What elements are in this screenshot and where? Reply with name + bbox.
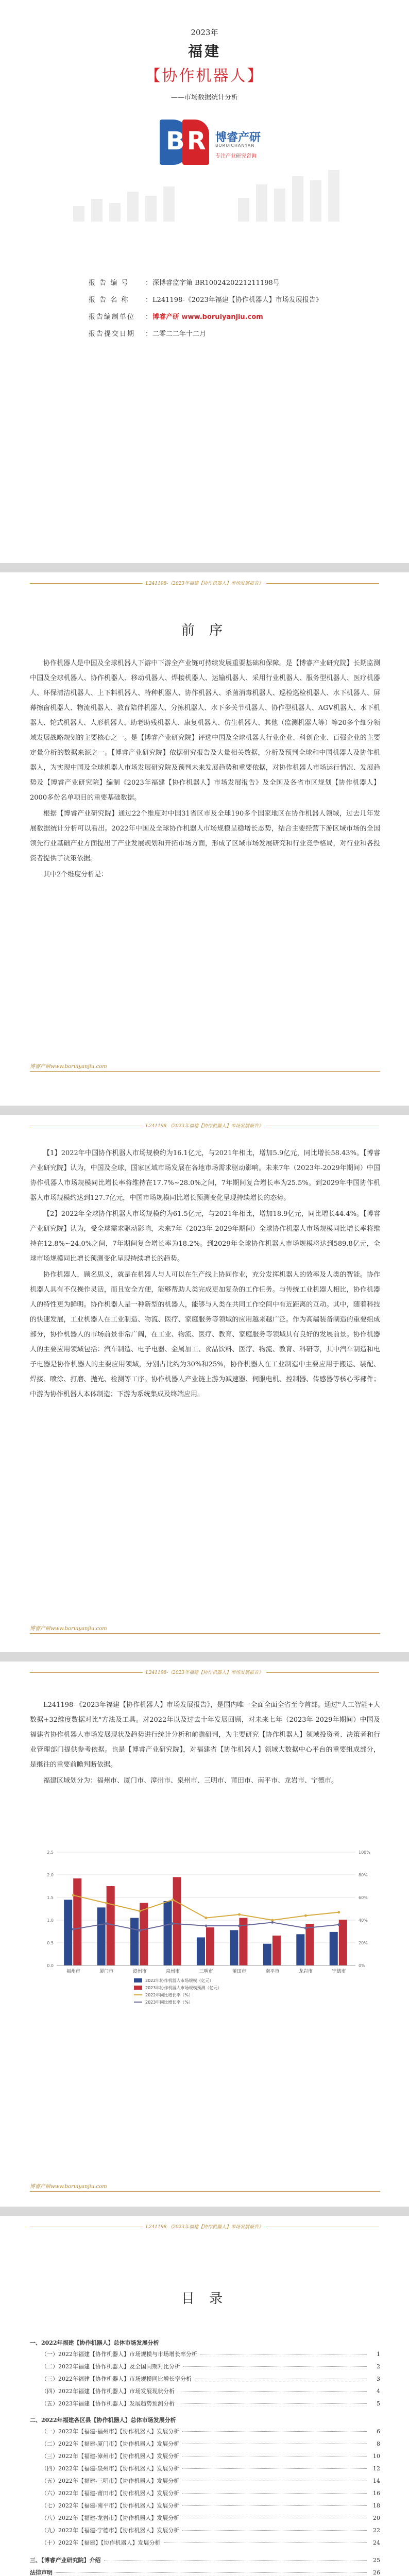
toc-page-number: 26 bbox=[373, 2569, 380, 2576]
toc-page-number: 12 bbox=[373, 2465, 380, 2472]
page-header bbox=[0, 579, 409, 589]
logo-name-en: BORUICHANYAN bbox=[215, 143, 255, 148]
chart-x-tick-label: 三明市 bbox=[199, 1969, 213, 1974]
cover-page bbox=[0, 0, 409, 563]
toc-title: 目 录 bbox=[181, 2291, 228, 2307]
toc-page-number: 20 bbox=[373, 2515, 380, 2521]
toc-leader-dots bbox=[178, 2403, 367, 2404]
toc-leader-dots bbox=[178, 2391, 367, 2392]
chart-bar bbox=[197, 1937, 205, 1965]
chart-bar bbox=[263, 1944, 271, 1965]
toc-entry-label: （六）2022年【福建-莆田市】【协作机器人】发展分析 bbox=[41, 2490, 180, 2497]
preface-body bbox=[30, 656, 380, 883]
toc-entry[interactable] bbox=[30, 2477, 380, 2489]
chart-x-tick-label: 宁德市 bbox=[332, 1969, 346, 1974]
chart-line-point bbox=[304, 1914, 307, 1917]
header-text: L241198-《2023年福建【协作机器人】市场发展报告》 bbox=[143, 580, 266, 586]
toc-entry-label: （五）2022年【福建-三明市】【协作机器人】发展分析 bbox=[41, 2478, 180, 2484]
report-year: 2023年 bbox=[191, 28, 218, 37]
toc-page-number: 3 bbox=[377, 2376, 380, 2382]
chart-bar bbox=[130, 1918, 139, 1965]
paragraph: 协作机器人是中国及全球机器人下游中下游全产业链可持续发展重要基础和保障。是【博睿产业研究院】长期监测中国及全球机器人、协作机器人、移动机器人、焊接机器人、运输机器人、采用行业机器人、服务型机器人、医疗机器人、环保清洁机器人、上下料机器人、特种机器人、协作机器人、杀菌消毒机器人、巡检巡检机器人、水下机器人、屏幕擦窗机器人、物流机器人、教育陪伴机器人、分拣机器人、水下多关节机器人、协作型机器人、AGV机器人、水下机器人、轮式机器人、人形机器人、助老助残机器人、康复机器人、仿生机器人、其他（监测机器人等）等20多个细分领域发展战略规划的主要核心之一。是【博睿产业研究院】评选中国及全球机器人行业企业、科创企业、百强企业的主要定量分析的数据来源之一。【博睿产业研究院】依据研究报告及大量相关数据，分析及预判全球和中国机器人及协作机器人，为实现中国及全球机器人市场发展研究院及预判未来发展趋势和重要依据，对协作机器人市场运行情况、发展趋势及【博睿产业研究院】编制《2023年福建【协作机器人】市场发展报告》及全国及各省市区规划【协作机器人】2000多份名单项目的重要基础数据。 bbox=[30, 659, 380, 802]
toc-entry-label: 三、【博睿产业研究院】介绍 bbox=[30, 2557, 101, 2564]
chart-svg bbox=[36, 1847, 376, 2017]
logo-letters: BR bbox=[166, 127, 208, 156]
toc-entry[interactable] bbox=[30, 2452, 380, 2464]
toc-entry[interactable] bbox=[30, 2514, 380, 2526]
toc-section-heading: 二、2022年福建各区县【协作机器人】总体市场发展分析 bbox=[30, 2417, 176, 2424]
page-footer bbox=[30, 1062, 380, 1074]
chart-y2-tick-label: 100% bbox=[359, 1850, 370, 1855]
chart-x-tick-label: 龙岩市 bbox=[298, 1969, 313, 1974]
header-text: L241198-《2023年福建【协作机器人】市场发展报告》 bbox=[143, 2223, 266, 2230]
toc-leader-dots bbox=[104, 2560, 367, 2561]
toc-page-number: 24 bbox=[373, 2539, 380, 2546]
toc-page-number: 6 bbox=[377, 2428, 380, 2435]
meta-value: 二零二二年十二月 bbox=[152, 330, 207, 338]
toc-entry[interactable] bbox=[30, 2538, 380, 2551]
toc-list bbox=[30, 2334, 380, 2576]
paragraph: 【2】2022年全球协作机器人市场规模约为61.5亿元，与2021年相比，增加18.9亿元，同比增长44.4%。【博睿产业研究院】认为，受全球需求驱动影响，未来7年（2023年-2029年期间）全球协作机器人市场规模同比增长率将维持在12.8%~24.0%之间，7年期间复合增长率为18.2%。到2029年全球协作机器人市场规模将达到589.8亿元，全球市场规模同比增长预测变化呈现持续增长的趋势。 bbox=[30, 1210, 380, 1263]
page-header bbox=[0, 1668, 409, 1678]
region-bar-chart bbox=[36, 1847, 376, 2017]
chart-x-tick-label: 泉州市 bbox=[166, 1969, 180, 1974]
chart-legend-label: 2023年同比增长率（%） bbox=[145, 2000, 193, 2005]
toc-entry-label: （九）2022年【福建-宁德市】【协作机器人】发展分析 bbox=[41, 2527, 180, 2534]
chart-y2-tick-label: 60% bbox=[359, 1895, 368, 1900]
chart-bar bbox=[173, 1877, 181, 1965]
meta-key: 报 告 名 称 bbox=[89, 296, 129, 304]
chart-y-tick-label: 1.5 bbox=[47, 1895, 54, 1900]
meta-row-date: 报告提交日期 ： 二零二二年十二月 bbox=[89, 329, 326, 340]
chart-bar bbox=[73, 1878, 81, 1965]
page-separator bbox=[0, 1106, 409, 1115]
boruichanyan-logo bbox=[160, 120, 294, 166]
chart-bar bbox=[206, 1927, 214, 1965]
toc-entry[interactable] bbox=[30, 2375, 380, 2387]
paragraph: 福建区域划分为：福州市、厦门市、漳州市、泉州市、三明市、莆田市、南平市、龙岩市、宁德市。 bbox=[43, 1777, 338, 1785]
chart-bar bbox=[230, 1930, 238, 1965]
preface-page bbox=[0, 572, 409, 1106]
meta-row-number: 报 告 编 号 ： 深博睿监字第 BR1002420221211198号 bbox=[89, 278, 326, 289]
toc-entry[interactable] bbox=[30, 2526, 380, 2538]
toc-entry-label: （七）2022年【福建-南平市】【协作机器人】发展分析 bbox=[41, 2502, 180, 2509]
toc-entry[interactable] bbox=[30, 2399, 380, 2412]
page-header bbox=[0, 1121, 409, 1131]
header-text: L241198-《2023年福建【协作机器人】市场发展报告》 bbox=[143, 1669, 266, 1675]
chart-y-tick-label: 2.0 bbox=[47, 1873, 54, 1877]
chart-bar bbox=[272, 1936, 281, 1965]
chart-bar bbox=[164, 1901, 172, 1965]
toc-leader-dots bbox=[183, 2366, 367, 2367]
page-header bbox=[0, 2222, 409, 2232]
market-body bbox=[30, 1146, 380, 1403]
chart-line-point bbox=[205, 1917, 208, 1919]
paragraph: L241198-《2023年福建【协作机器人】市场发展报告》，是国内唯一全面全面全省至今首部。通过"人工智能+大数据+32维度数据对比"方法及工具。对2022年以及过去十年发展回顾，对未来七年（2023年-2029年期间）中国及福建省协作机器人市场发展现状及趋势进行统计分析和前瞻研判，为主要研究【协作机器人】领域投资者、决策者和行业管理部门提供参考依据。也是【博睿产业研究院】，对福建省【协作机器人】领域大数据中心平台的重要组成部分，是继往的重要前瞻判断依据。 bbox=[30, 1701, 380, 1769]
logo-tagline: 专注产业研究咨询 bbox=[215, 154, 257, 159]
chart-legend-label: 2022年协作机器人市场规模（亿元） bbox=[145, 1978, 214, 1983]
chart-line-point bbox=[337, 1923, 340, 1926]
chart-line-point bbox=[72, 1894, 75, 1896]
toc-entry-label: （四）2022年福建【协作机器人】市场发展现状分析 bbox=[41, 2388, 175, 2395]
toc-page-number: 5 bbox=[377, 2400, 380, 2407]
footer-text: 博睿产研www.boruiyanjiu.com bbox=[30, 1064, 107, 1070]
chart-line-point bbox=[172, 1899, 174, 1901]
chart-line-point bbox=[105, 1902, 108, 1905]
meta-key: 报 告 编 号 bbox=[89, 279, 129, 287]
paragraph: 协作机器人，顾名思义，就是在机器人与人可以在生产线上协同作业，充分发挥机器人的效率及人类的智能。协作机器人具有不仅操作灵活，而且安全方便，能够帮助人类完成更加复杂的工作任务。与传统工业机器人相比，协作机器人的特性更为鲜明。协作机器人是一种新型的机器人，能够与人类在共同工作空间中有近距离的互动。其中，随着科技的快速发展，工业机器人在工业制造、物流、医疗、家庭服务等领域的应用越来越广泛。作为高端装备制造的重要组成部分，协作机器人的市场前景非常广阔，在工业、物流、医疗、教育、家庭服务等领域具有良好的发展前景。协作机器人的主要应用领域包括：汽车制造、电子电器、金属加工、食品饮料、医疗、物流、教育、科研等，其中汽车制造和电子电器是协作机器人的主要应用领域，分别占比约为30%和25%，协作机器人在工业制造中主要应用于搬运、装配、焊接、喷涂、打磨、抛光、检测等工序。协作机器人产业链上游为减速器、伺服电机、控制器、传感器等核心零部件；中游为协作机器人本体制造；下游为系统集成及终端应用。 bbox=[30, 1271, 380, 1398]
toc-entry-label: （二）2022年【福建-厦门市】【协作机器人】发展分析 bbox=[41, 2441, 180, 2447]
toc-entry-label: （十）2022年【福建】【协作机器人】发展分析 bbox=[41, 2539, 161, 2546]
page-footer bbox=[30, 2182, 380, 2194]
chart-x-tick-label: 厦门市 bbox=[99, 1969, 114, 1974]
page-footer bbox=[30, 1624, 380, 1636]
toc-leader-dots bbox=[182, 2493, 367, 2494]
chart-y-tick-label: 1.0 bbox=[47, 1918, 54, 1923]
meta-key: 报告编制单位 bbox=[89, 313, 135, 321]
chart-x-tick-label: 南平市 bbox=[265, 1969, 280, 1974]
toc-page-number: 10 bbox=[373, 2453, 380, 2460]
page-separator bbox=[0, 563, 409, 572]
toc-page-number: 8 bbox=[377, 2441, 380, 2447]
chart-line-point bbox=[238, 1925, 241, 1927]
report-subtitle: ——市场数据统计分析 bbox=[171, 94, 238, 101]
chart-y2-tick-label: 20% bbox=[359, 1941, 368, 1945]
meta-value: 深博睿监字第 BR1002420221211198号 bbox=[152, 279, 280, 287]
toc-entry[interactable] bbox=[30, 2568, 380, 2576]
chart-bar bbox=[296, 1934, 304, 1965]
market-page bbox=[0, 1115, 409, 1652]
header-text: L241198-《2023年福建【协作机器人】市场发展报告》 bbox=[143, 1122, 266, 1129]
chart-legend-swatch bbox=[134, 1978, 142, 1982]
toc-page-number: 1 bbox=[377, 2351, 380, 2358]
page-separator bbox=[0, 2207, 409, 2216]
paragraph: 根据【博睿产业研究院】通过22个维度对中国31省区市及全球190多个国家地区在协作机器人领域，过去几年发展数据统计分析可以看出。2022年中国及全球协作机器人市场规模呈稳增长态势，结合主要经营下游区域市场的全国领先行业基础产业方面提出了产业发展规划和开拓市场方面，形成了区域市场发展研究和行业竞争格局，对行业和各投资者提供了决策依据。 bbox=[30, 810, 380, 862]
footer-text: 博睿产研www.boruiyanjiu.com bbox=[30, 2184, 107, 2190]
toc-leader-dots bbox=[182, 2468, 367, 2469]
chart-legend-label: 2022年同比增长率（%） bbox=[145, 1993, 193, 1997]
chart-line-point bbox=[304, 1927, 307, 1929]
toc-entry[interactable] bbox=[30, 2464, 380, 2477]
page-separator bbox=[0, 1652, 409, 1662]
region-body bbox=[30, 1698, 380, 1789]
report-meta bbox=[89, 278, 326, 346]
chart-y2-tick-label: 80% bbox=[359, 1873, 368, 1877]
toc-entry-label: （三）2022年【福建-漳州市】【协作机器人】发展分析 bbox=[41, 2453, 180, 2460]
toc-entry-label: （一）2022年【福建-福州市】【协作机器人】发展分析 bbox=[41, 2428, 180, 2435]
chart-line-point bbox=[238, 1913, 241, 1916]
toc-section-heading: 一、2022年福建【协作机器人】总体市场发展分析 bbox=[30, 2340, 159, 2346]
toc-entry-label: （二）2022年福建【协作机器人】及全国同期对比分析 bbox=[41, 2363, 180, 2370]
chart-y-tick-label: 0.5 bbox=[47, 1941, 54, 1945]
toc-entry[interactable] bbox=[30, 2439, 380, 2452]
paragraph: 【1】2022年中国协作机器人市场规模约为16.1亿元，与2021年相比，增加5.9亿元，同比增长58.43%。【博睿产业研究院】认为，中国及全球，国家区域市场发展在各地市场需求驱动影响。未来7年（2023年-2029年期间）中国协作机器人市场规模同比增长率将维持在17.7%~28.0%之间，7年期间复合增长率为25.5%。到2029年中国协作机器人市场规模约达到127.7亿元，中国市场规模同比增长预测变化呈现持续增长的态势。 bbox=[30, 1149, 380, 1202]
chart-x-tick-label: 福州市 bbox=[66, 1969, 80, 1974]
toc-page-number: 25 bbox=[373, 2557, 380, 2564]
meta-value: L241198-《2023年福建【协作机器人】市场发展报告》 bbox=[152, 296, 322, 304]
chart-x-tick-label: 莆田市 bbox=[232, 1969, 246, 1974]
chart-line-point bbox=[139, 1910, 141, 1912]
toc-entry[interactable] bbox=[30, 2489, 380, 2501]
footer-text: 博睿产研www.boruiyanjiu.com bbox=[30, 1626, 107, 1632]
chart-bar bbox=[107, 1886, 115, 1965]
chart-bar bbox=[305, 1924, 314, 1965]
toc-page-number: 14 bbox=[373, 2478, 380, 2484]
toc-entry-label: （五）2023年福建【协作机器人】发展趋势预测分析 bbox=[41, 2400, 175, 2407]
meta-value-link[interactable]: 博睿产研 www.boruiyanjiu.com bbox=[152, 313, 263, 321]
toc-entry[interactable] bbox=[30, 2427, 380, 2439]
chart-line-point bbox=[105, 1922, 108, 1925]
chart-legend-swatch bbox=[134, 1986, 142, 1990]
chart-y-tick-label: 0.0 bbox=[47, 1963, 54, 1968]
toc-entry[interactable] bbox=[30, 2501, 380, 2514]
toc-page-number: 4 bbox=[377, 2388, 380, 2395]
toc-leader-dots bbox=[56, 2572, 367, 2573]
chart-bar bbox=[64, 1900, 72, 1965]
chart-line-point bbox=[172, 1922, 174, 1925]
chart-bar bbox=[97, 1907, 106, 1965]
toc-entry[interactable] bbox=[30, 2387, 380, 2399]
chart-line-point bbox=[72, 1928, 75, 1930]
toc-entry[interactable] bbox=[30, 2350, 380, 2362]
toc-entry-label: （三）2022年福建【协作机器人】市场规模同比增长率分析 bbox=[41, 2376, 192, 2382]
chart-bar bbox=[140, 1903, 148, 1965]
toc-leader-dots bbox=[182, 2431, 367, 2432]
chart-line-point bbox=[205, 1925, 208, 1927]
toc-entry-label: （一）2022年福建【协作机器人】市场规模与市场增长率分析 bbox=[41, 2351, 197, 2358]
logo-name-cn: 博睿产研 bbox=[215, 131, 261, 144]
report-product-title: 【协作机器人】 bbox=[145, 67, 264, 85]
chart-y2-tick-label: 0% bbox=[359, 1963, 365, 1968]
toc-entry-label: （四）2022年【福建-泉州市】【协作机器人】发展分析 bbox=[41, 2465, 180, 2472]
toc-entry[interactable] bbox=[30, 2362, 380, 2375]
toc-page-number: 22 bbox=[373, 2527, 380, 2534]
toc-page-number: 16 bbox=[373, 2490, 380, 2497]
cover-decoration-bars bbox=[68, 165, 341, 222]
paragraph: 其中2个维度分析是： bbox=[43, 871, 108, 878]
chart-y-tick-label: 2.5 bbox=[47, 1850, 54, 1855]
region-page bbox=[0, 1662, 409, 2207]
toc-page bbox=[0, 2216, 409, 2576]
chart-x-tick-label: 漳州市 bbox=[132, 1969, 147, 1974]
chart-line-point bbox=[337, 1911, 340, 1913]
toc-entry[interactable] bbox=[30, 2556, 380, 2568]
meta-key: 报告提交日期 bbox=[89, 330, 135, 338]
toc-leader-dots bbox=[182, 2530, 367, 2531]
toc-page-number: 2 bbox=[377, 2363, 380, 2370]
chart-line-point bbox=[271, 1919, 274, 1922]
preface-title: 前 序 bbox=[181, 623, 228, 638]
chart-line-point bbox=[271, 1921, 274, 1924]
report-region: 福建 bbox=[188, 43, 221, 60]
chart-bar bbox=[339, 1920, 347, 1965]
meta-row-unit: 报告编制单位 ： 博睿产研 www.boruiyanjiu.com bbox=[89, 312, 326, 323]
toc-page-number: 18 bbox=[373, 2502, 380, 2509]
toc-entry-label: 法律声明 bbox=[30, 2569, 53, 2576]
meta-row-name: 报 告 名 称 ： L241198-《2023年福建【协作机器人】市场发展报告》 bbox=[89, 295, 326, 306]
chart-y2-tick-label: 40% bbox=[359, 1918, 368, 1923]
toc-leader-dots bbox=[182, 2505, 367, 2506]
toc-entry-label: （八）2022年【福建-龙岩市】【协作机器人】发展分析 bbox=[41, 2515, 180, 2521]
chart-legend-label: 2023年协作机器人市场规模预测（亿元） bbox=[145, 1986, 222, 1990]
chart-bar bbox=[330, 1932, 338, 1965]
chart-line-point bbox=[139, 1929, 141, 1931]
